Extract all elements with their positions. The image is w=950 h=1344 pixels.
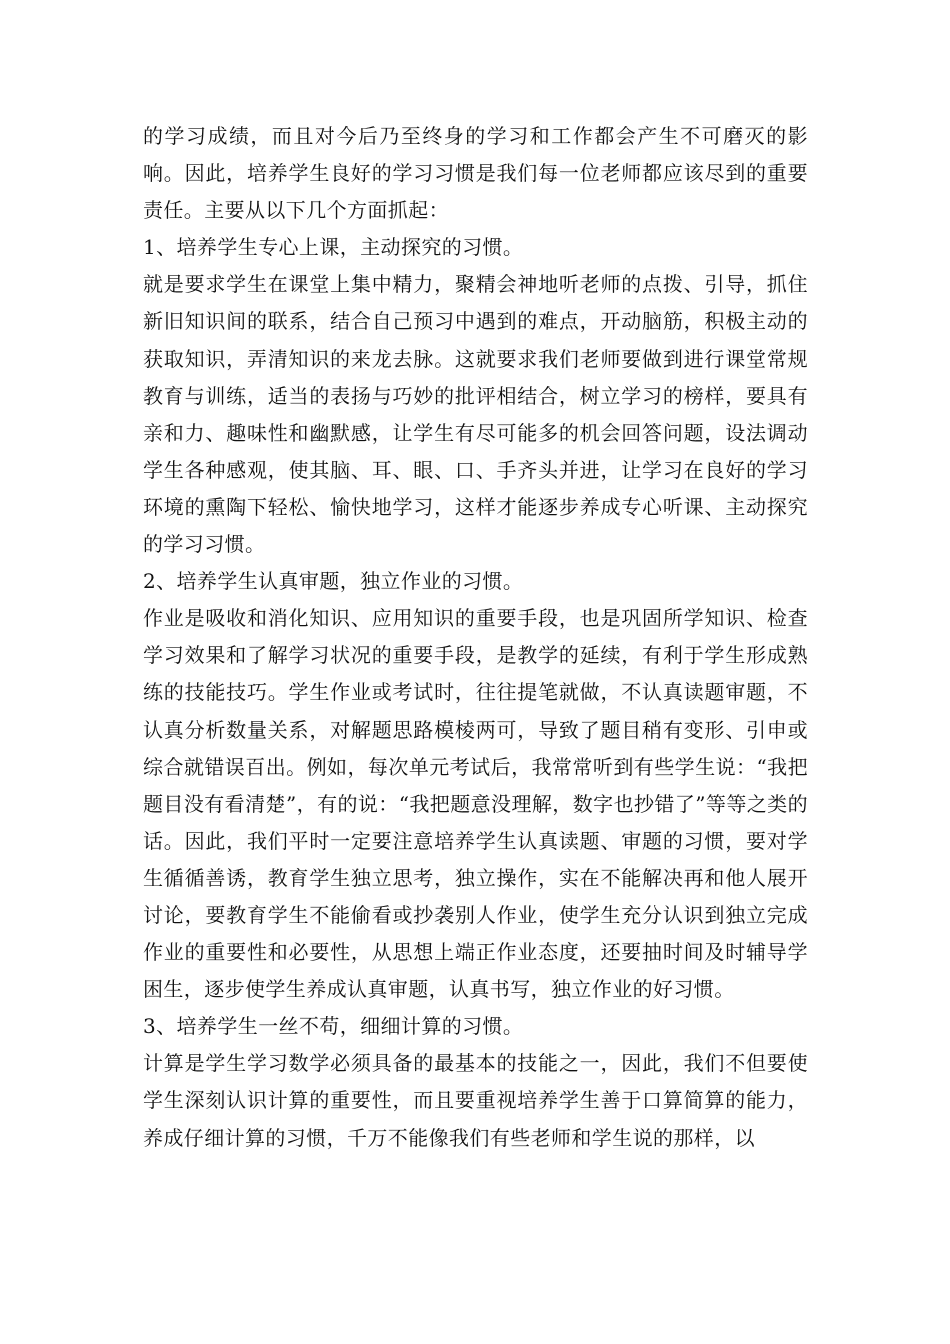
section-heading-1: 1、培养学生专心上课，主动探究的习惯。 (143, 235, 524, 260)
paragraph-intro-continued: 的学习成绩，而且对今后乃至终身的学习和工作都会产生不可磨灭的影响。因此，培养学生良好的学习习惯是我们每一位老师都应该尽到的重要责任。主要从以下几个方面抓起： (143, 124, 808, 223)
section-heading-2: 2、培养学生认真审题，独立作业的习惯。 (143, 569, 524, 594)
paragraph-section-3: 计算是学生学习数学必须具备的最基本的技能之一，因此，我们不但要使学生深刻认识计算的重要性，而且要重视培养学生善于口算简算的能力，养成仔细计算的习惯，千万不能像我们有些老师和学生说的那样，以 (143, 1051, 808, 1150)
document-body (143, 118, 808, 1157)
paragraph-section-1: 就是要求学生在课堂上集中精力，聚精会神地听老师的点拨、引导，抓住新旧知识间的联系，结合自己预习中遇到的难点，开动脑筋，积极主动的获取知识，弄清知识的来龙去脉。这就要求我们老师要做到进行课堂常规教育与训练，适当的表扬与巧妙的批评相结合，树立学习的榜样，要具有亲和力、趣味性和幽默感，让学生有尽可能多的机会回答问题，设法调动学生各种感观，使其脑、耳、眼、口、手齐头并进，让学习在良好的学习环境的熏陶下轻松、愉快地学习，这样才能逐步养成专心听课、主动探究的学习习惯。 (143, 272, 808, 557)
paragraph-section-2: 作业是吸收和消化知识、应用知识的重要手段，也是巩固所学知识、检查学习效果和了解学习状况的重要手段，是教学的延续，有利于学生形成熟练的技能技巧。学生作业或考试时，往往提笔就做，不认真读题审题，不认真分析数量关系，对解题思路模棱两可，导致了题目稍有变形、引申或综合就错误百出。例如，每次单元考试后，我常常听到有些学生说：“我把题目没有看清楚”，有的说：“我把题意没理解，数字也抄错了”等等之类的话。因此，我们平时一定要注意培养学生认真读题、审题的习惯，要对学生循循善诱，教育学生独立思考，独立操作，实在不能解决再和他人展开讨论，要教育学生不能偷看或抄袭别人作业，使学生充分认识到独立完成作业的重要性和必要性，从思想上端正作业态度，还要抽时间及时辅导学困生，逐步使学生养成认真审题，认真书写，独立作业的好习惯。 (143, 606, 808, 1002)
section-heading-3: 3、培养学生一丝不苟，细细计算的习惯。 (143, 1014, 524, 1039)
